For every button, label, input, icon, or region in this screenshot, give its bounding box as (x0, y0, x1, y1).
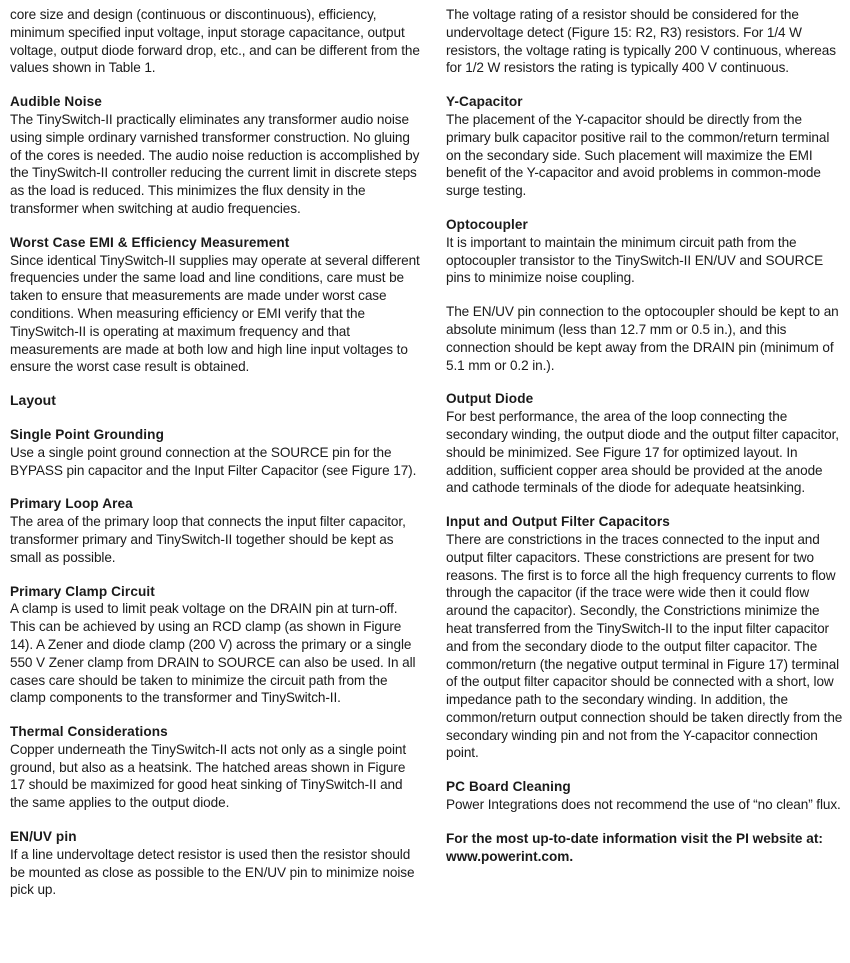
body-pcb-cleaning: Power Integrations does not recommend the use of “no clean” flux. (446, 797, 841, 813)
footer-website-note: For the most up-to-date information visit the PI website at: www.powerint.com. (446, 830, 823, 864)
body-primary-loop-area: The area of the primary loop that connects the input filter capacitor, transformer primary and TinySwitch-II together should be kept as small as possible. (10, 514, 406, 565)
section-layout (10, 392, 420, 410)
body-output-diode: For best performance, the area of the loop connecting the secondary winding, the output diode and the output filter capacitor, should be minimized. See Figure 17 for optimized layout. In addition, sufficient copper area should be provided at the anode and cathode terminals of the diode for adequate heatsinking. (446, 409, 839, 496)
body-audible-noise: The TinySwitch-II practically eliminates any transformer audio noise using simple ordinary varnished transformer construction. No gluing of the cores is needed. The audio noise reduction is accomplished by the TinySwitch-II controller reducing the current limit in discrete steps as the load is reduced. This minimizes the flux density in the transformer when switching at audio frequencies. (10, 111, 420, 216)
section-enuv-pin (10, 828, 420, 899)
heading-pcb-cleaning: PC Board Cleaning (446, 779, 571, 795)
body-optocoupler: It is important to maintain the minimum circuit path from the optocoupler transistor to the TinySwitch-II EN/UV and SOURCE pins to minimize noise coupling. (446, 234, 824, 286)
body-single-point-grounding: Use a single point ground connection at the SOURCE pin for the BYPASS pin capacitor and the Input Filter Capacitor (see Figure 17). (10, 444, 417, 478)
section-filter-capacitors (446, 513, 846, 762)
body-thermal-considerations: Copper underneath the TinySwitch-II acts not only as a single point ground, but also as a heatsink. The hatched areas shown in Figure 17 should be maximized for good heat sinking of TinySwitch-II and the same applies to the output diode. (10, 741, 407, 811)
heading-y-capacitor: Y-Capacitor (446, 94, 523, 110)
heading-primary-loop-area: Primary Loop Area (10, 496, 133, 512)
section-worst-case-emi (10, 234, 420, 376)
heading-output-diode: Output Diode (446, 391, 534, 407)
section-primary-loop-area (10, 495, 420, 566)
body-optocoupler-2: The EN/UV pin connection to the optocoupler should be kept to an absolute minimum (less than 12.7 mm or 0.5 in.), and this connection should be kept away from the DRAIN pin (minimum of 5.1 mm or 0.2 in.). (446, 304, 839, 373)
section-y-capacitor (446, 93, 846, 200)
body-worst-case-emi: Since identical TinySwitch-II supplies may operate at several different frequencies under the same load and line conditions, care must be taken to ensure that measurements are made under worst case conditions. When measuring efficiency or EMI verify that the TinySwitch-II is operating at maximum frequency and that measurements are made at both low and high line input voltages to ensure the worst case result is obtained. (10, 252, 420, 375)
heading-optocoupler: Optocoupler (446, 216, 528, 232)
heading-filter-capacitors: Input and Output Filter Capacitors (446, 514, 670, 530)
heading-single-point-grounding: Single Point Grounding (10, 426, 164, 442)
heading-thermal-considerations: Thermal Considerations (10, 724, 168, 740)
body-filter-capacitors: There are constrictions in the traces connected to the input and output filter capacitors. These constrictions are present for two reasons. The first is to force all the high frequency currents to flow through the capacitor (if the trace were wide then it could flow around the capacitor). Secondly, the Constrictions minimize the heat transferred from the TinySwitch-II to the input filter capacitor and from the secondary diode to the output filter capacitor. The common/return (the negative output terminal in Figure 17) terminal of the output filter capacitor should be connected with a short, low impedance path to the secondary winding. In addition, the common/return output connection should be taken directly from the secondary winding pin and not from the Y-capacitor connection point. (446, 531, 843, 761)
intro-paragraph: core size and design (continuous or discontinuous), efficiency, minimum specified input voltage, input storage capacitance, output voltage, output diode forward drop, etc., and can be different from the values shown in Table 1. (10, 7, 420, 76)
heading-audible-noise: Audible Noise (10, 94, 102, 110)
heading-worst-case-emi: Worst Case EMI & Efficiency Measurement (10, 234, 290, 250)
section-single-point-grounding (10, 426, 420, 479)
body-y-capacitor: The placement of the Y-capacitor should be directly from the primary bulk capacitor positive rail to the common/return terminal on the secondary side. Such placement will maximize the EMI benefit of the Y-capacitor and avoid problems in common-mode surge testing. (446, 111, 830, 199)
heading-layout: Layout (10, 392, 56, 409)
body-enuv-pin: If a line undervoltage detect resistor is used then the resistor should be mounted as close as possible to the EN/UV pin to minimize noise pick up. (10, 846, 415, 898)
section-thermal-considerations (10, 723, 420, 812)
section-output-diode (446, 390, 846, 497)
heading-primary-clamp-circuit: Primary Clamp Circuit (10, 583, 155, 599)
section-audible-noise (10, 93, 420, 218)
left-column (10, 6, 420, 899)
section-primary-clamp-circuit (10, 583, 420, 708)
voltage-rating-paragraph: The voltage rating of a resistor should be considered for the undervoltage detect (Figure 15: R2, R3) resistors. For 1/4 W resistors, the voltage rating is typically 200 V continuous, whereas for 1/2 W resistors the rating is typically 400 V continuous. (446, 7, 836, 76)
heading-enuv-pin: EN/UV pin (10, 829, 77, 845)
section-pcb-cleaning (446, 778, 846, 814)
right-column (446, 6, 846, 865)
body-primary-clamp-circuit: A clamp is used to limit peak voltage on the DRAIN pin at turn-off. This can be achieved by using an RCD clamp (as shown in Figure 14). A Zener and diode clamp (200 V) across the primary or a single 550 V Zener clamp from DRAIN to SOURCE can also be used. In all cases care should be taken to minimize the circuit path from the clamp components to the transformer and TinySwitch-II. (10, 601, 416, 706)
section-optocoupler (446, 216, 846, 374)
